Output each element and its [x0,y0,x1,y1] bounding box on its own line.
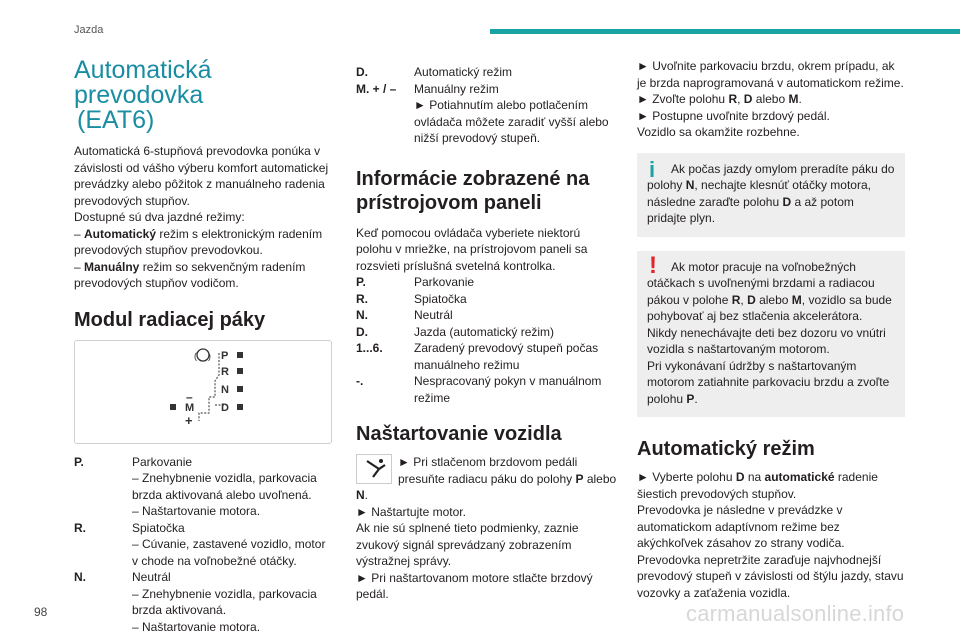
section-header: Jazda [74,24,104,36]
panel-def-row: -. Nespracovaný pokyn v manuálnom režime [356,374,602,405]
gear-label-m: M [185,401,195,414]
header-rule [490,29,960,34]
release-pedal-step: ► Postupne uvoľnite brzdový pedál. [637,108,830,123]
warning-box [637,251,905,418]
start-step-1: ► Pri stlačenom brzdovom pedáli presuňte radiacu páku do polohy P alebo N. [356,455,617,502]
def-row-n: N. Neutrál – Znehybnenie vozidla, parkovacia brzda aktivovaná. – Naštartovanie motora. [74,570,317,634]
vehicle-moves-note: Vozidlo sa okamžite rozbehne. [637,125,800,139]
panel-def-row: 1...6. Zaradený prevodový stupeň počas manuálneho režimu [356,341,599,372]
gear-selector-illustration [75,341,331,443]
automatic-mode-text [637,469,905,601]
watermark: carmanualsonline.info [686,601,905,626]
intro-paragraph: Automatická 6-stupňová prevodovka ponúka v závislosti od vášho výberu komfort automatickej prevádzky alebo pôžitok z manuálneho radenia prevodových stupňov. [74,144,329,208]
start-vehicle-text [356,454,618,603]
gear-label-minus: – [186,389,193,404]
auto-paragraph-2: Prevodovka je následne v prevádzke v automatickom adaptívnom režime bez akýchkoľvek zásahov zo strany vodiča. [637,503,845,550]
def-row-p: P. Parkovanie – Znehybnenie vozidla, parkovacia brzda aktivovaná alebo uvoľnená. – Naštartovanie motora. [74,454,317,518]
warning-children: Nikdy nenechávajte deti bez dozoru vo vnútri vozidla s naštartovaným motorom. [647,325,886,356]
svg-text:): ) [208,350,211,361]
page-title [74,58,332,133]
panel-info-heading: Informácie zobrazené na prístrojovom paneli [356,167,590,214]
select-position-step: ► Zvoľte polohu R, D alebo M. [637,92,802,106]
def-row-r: R. Spiatočka – Cúvanie, zastavené vozidlo, motor v chode na voľnobežné otáčky. [74,520,326,568]
column-left [74,58,332,635]
page-title-line2: (EAT6) [77,106,155,134]
gear-label-p: P [221,349,229,362]
info-text: Ak počas jazdy omylom preradíte páku do polohy N, nechajte klesnúť otáčky motora, následne zaraďte polohu D a až potom pridajte plyn. [647,161,895,225]
start-step-2: ► Naštartujte motor. [356,504,466,519]
def-row-m: M. + / – Manuálny režim ► Potiahnutím alebo potlačením ovládača môžete zaradiť vyšší alebo nižší prevodový stupeň. [356,81,609,145]
gear-label-r: R [221,365,229,378]
warning-icon: ! [649,251,657,279]
intro-modes: Dostupné sú dva jazdné režimy: [74,210,245,224]
panel-def-row: R. Spiatočka [356,291,467,306]
page-number: 98 [34,605,48,619]
release-brake-step: ► Uvoľnite parkovaciu brzdu, okrem prípadu, ak je brzda naprogramovaná v automatickom režime. [637,59,904,90]
gear-module-heading: Modul radiacej páky [74,308,266,331]
gear-definitions [74,454,332,636]
indicator-d [237,404,243,410]
svg-text:(: ( [194,350,197,361]
indicator-m [170,404,176,410]
brake-pedal-icon [356,454,392,484]
start-step-3: ► Pri naštartovanom motore stlačte brzdový pedál. [356,570,593,601]
warning-maintenance: Pri vykonávaní údržby s naštartovaným motorom zatiahnite parkovaciu brzdu a zvoľte polohu P. [647,358,890,406]
panel-definitions [356,274,618,406]
start-vehicle-heading: Naštartovanie vozidla [356,423,562,445]
indicator-n [237,386,243,392]
column-right [637,58,905,601]
mode-definitions [356,64,618,147]
auto-step-1: ► Vyberte polohu D na automatické radenie šiestich prevodových stupňov. [637,470,878,501]
gate-path [199,350,219,421]
gear-label-plus: + [185,412,193,428]
warning-text: Ak motor pracuje na voľnobežných otáčkach s uvoľnenými brzdami a radiacou pákou v polohe R, D alebo M, vozidlo sa bude pohybovať aj bez stlačenia akcelerátora. [647,259,892,323]
mode-manual: – Manuálny režim so sekvenčným radením prevodových stupňov vodičom. [74,259,306,290]
automatic-mode-heading: Automatický režim [637,438,815,460]
panel-def-row: N. Neutrál [356,308,453,322]
def-row-d: D. Automatický režim [356,65,513,79]
gear-label-n: N [221,383,229,396]
gear-label-d: D [221,401,229,414]
start-note: Ak nie sú splnené tieto podmienky, zaznie zvukový signál sprevádzaný zobrazením výstražnej správy. [356,521,579,568]
indicator-p [237,352,243,358]
indicator-r [237,368,243,374]
panel-def-row: P. Parkovanie [356,275,475,289]
gear-selector-figure [74,340,332,444]
info-box [637,153,905,237]
column-middle [356,64,618,603]
auto-paragraph-3: Prevodovka nepretržite zaraďuje najvhodnejší prevodový stupeň v závislosti od štýlu jazdy, stavu vozovky a zaťaženia vozidla. [637,552,904,600]
panel-info-intro: Keď pomocou ovládača vyberiete niektorú polohu v mriežke, na prístrojovom paneli sa rozsvieti príslušná svetelná kontrolka. [356,225,588,273]
intro-text [74,143,332,292]
info-icon: i [649,156,656,182]
panel-def-row: D. Jazda (automatický režim) [356,324,555,339]
page-title-line1: Automatická prevodovka [74,56,212,109]
mode-automatic: – Automatický režim s elektronickým radením prevodových stupňov prevodovkou. [74,226,323,257]
